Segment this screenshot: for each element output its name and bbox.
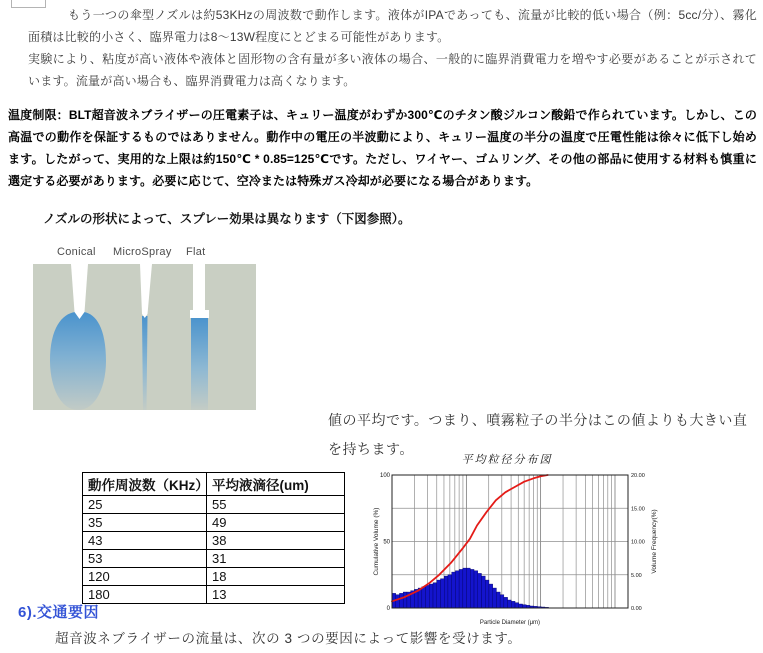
- histogram-bar: [429, 584, 433, 608]
- paragraph-umbrella-nozzle: もう一つの傘型ノズルは約53KHzの周波数で動作します。液体がIPAであっても、流量が比較的低い場合（例：5cc/分）、霧化面積は比較的小さく、臨界電力は8～13W程度にとどまる可能性があります。: [28, 8, 757, 44]
- table-column-header: 平均液滴径(um): [207, 473, 345, 496]
- histogram-bar: [403, 592, 407, 608]
- table-cell: 25: [83, 496, 207, 514]
- table-row: [83, 568, 345, 586]
- histogram-bar: [511, 601, 515, 608]
- table-cell: 55: [207, 496, 345, 514]
- histogram-bar: [455, 571, 459, 608]
- histogram-bar: [433, 583, 437, 608]
- side-text-line1: 値の平均です。つまり、噴霧粒子の半分はこの値よりも大きい直: [328, 412, 748, 428]
- table-column-header: 動作周波数（KHz）: [83, 473, 207, 496]
- left-axis-tick-label: 50: [383, 539, 390, 546]
- chart-title: 平均粒径分布図: [461, 453, 553, 466]
- histogram-bar: [504, 597, 508, 608]
- table-header-row: [83, 473, 345, 496]
- section-heading-traffic-factors: 6).交通要因: [18, 604, 100, 621]
- table-cell: 49: [207, 514, 345, 532]
- paragraph-viscosity: 実験により、粘度が高い液体や液体と固形物の含有量が多い液体の場合、一般的に臨界消費電力を増やす必要があることが示されています。流量が高い場合も、臨界消費電力は高くなります。: [28, 52, 757, 88]
- paragraph-nozzle-note: ノズルの形状によって、スプレー効果は異なります（下図参照）。: [43, 212, 411, 226]
- table-row: [83, 514, 345, 532]
- histogram-bar: [467, 568, 471, 608]
- right-axis-tick-label: 15.00: [631, 506, 645, 513]
- frequency-droplet-table: [82, 472, 345, 604]
- paragraph-closing: 超音波ネブライザーの流量は、次の 3 つの要因によって影響を受けます。: [55, 631, 522, 646]
- histogram-bar: [485, 580, 489, 608]
- histogram-bar: [459, 569, 463, 608]
- histogram-bar: [496, 592, 500, 608]
- intro-paragraphs: [28, 4, 757, 92]
- histogram-bar: [422, 587, 426, 608]
- right-axis-tick-label: 20.00: [631, 473, 645, 479]
- table-cell: 53: [83, 550, 207, 568]
- left-axis-title: Cumulative Volume (%): [373, 507, 380, 576]
- flat-nozzle-shape: [193, 264, 205, 311]
- table-cell: 120: [83, 568, 207, 586]
- histogram-bar: [489, 584, 493, 608]
- x-axis-title: Particle Diameter (μm): [479, 620, 541, 626]
- table-cell: 180: [83, 586, 207, 604]
- figure-label-flat: Flat: [186, 246, 206, 258]
- histogram-bar: [440, 579, 444, 608]
- histogram-bar: [500, 595, 504, 608]
- particle-size-distribution-chart: [370, 450, 670, 628]
- histogram-bar: [396, 595, 400, 608]
- histogram-bar: [452, 572, 456, 608]
- histogram-bar: [519, 604, 523, 608]
- table-cell: 18: [207, 568, 345, 586]
- table-row: [83, 550, 345, 568]
- flat-nozzle-flange-shape: [190, 310, 209, 318]
- histogram-bar: [493, 588, 497, 608]
- right-axis-tick-label: 10.00: [631, 539, 645, 546]
- histogram-bar: [481, 576, 485, 608]
- histogram-bar: [437, 580, 441, 608]
- table-cell: 38: [207, 532, 345, 550]
- right-axis-title: Volume Frequency(%): [651, 509, 658, 574]
- left-axis-tick-label: 100: [379, 473, 390, 479]
- left-axis-tick-label: 0: [386, 606, 390, 612]
- table-row: [83, 532, 345, 550]
- histogram-bar: [448, 575, 452, 608]
- histogram-bar: [515, 603, 519, 608]
- conical-spray-shape: [50, 312, 106, 410]
- histogram-bar: [470, 569, 474, 608]
- paragraph-temperature-limit: 温度制限：BLT超音波ネブライザーの圧電素子は、キュリー温度がわずか300℃のチタン酸ジルコン酸鉛で作られています。しかし、この高温での動作を保証するものではありません。動作中の電圧の半波動により、キュリー温度の半分の温度で圧電性能は徐々に低下し始めます。したがって、実用的な上限は約150℃ * 0.85=125℃です。ただし、ワイヤー、ゴムリング、その他の部品に使用する材料も慎重に選定する必要があります。必要に応じて、空冷または特殊ガス冷却が必要になる場合があります。: [8, 108, 757, 188]
- right-axis-tick-label: 0.00: [631, 606, 642, 612]
- histogram-bar: [444, 576, 448, 608]
- flat-spray-shape: [191, 317, 208, 410]
- right-axis-tick-label: 5.00: [631, 572, 642, 579]
- table-cell: 35: [83, 514, 207, 532]
- side-text-line2: を持ちます。: [328, 440, 414, 457]
- histogram-bar: [399, 593, 403, 608]
- histogram-bar: [426, 585, 430, 608]
- table-cell: 13: [207, 586, 345, 604]
- histogram-bar: [474, 571, 478, 608]
- figure-label-microspray: MicroSpray: [113, 246, 172, 258]
- figure-label-conical: Conical: [57, 246, 96, 258]
- histogram-bar: [508, 600, 512, 608]
- table-body: [83, 496, 345, 604]
- table-row: [83, 496, 345, 514]
- table-cell: 31: [207, 550, 345, 568]
- histogram-bar: [463, 568, 467, 608]
- table-row: [83, 586, 345, 604]
- nozzle-spray-figure-image: [33, 264, 256, 410]
- table-cell: 43: [83, 532, 207, 550]
- histogram-bar: [478, 573, 482, 608]
